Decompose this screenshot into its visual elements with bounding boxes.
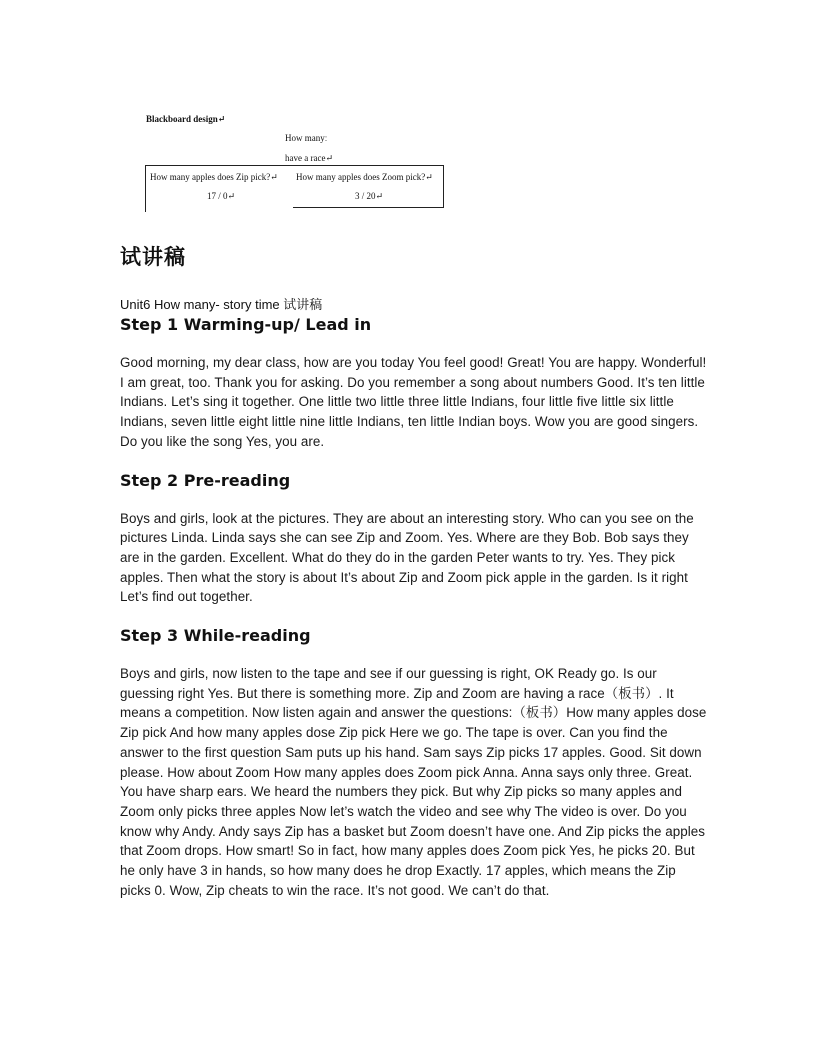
blackboard-question-zip: How many apples does Zip pick?↵ — [150, 172, 278, 182]
blackboard-bottom-border — [293, 207, 443, 208]
section-paragraph: Boys and girls, now listen to the tape and see if our guessing is right, OK Ready go. Is our guessing right Yes. But there is something more. Zip and Zoom are having a race（板书）. It means a competition. Now listen again and answer the questions:（板书）How many apples dose Zip pick And how many apples dose Zip pick Here we go. The tape is over. Can you find the answer to the first question Sam puts up his hand. Sam says Zip picks 17 apples. Good. Sit down please. How about Zoom How many apples does Zoom pick Anna. Anna says only three. Great. You have sharp ears. We heard the numbers they pick. But why Zip picks so many apples and Zoom only picks three apples Now let’s watch the video and see why The video is over. Do you know why Andy. Andy says Zip has a basket but Zoom doesn’t have one. And Zip picks the apples that Zoom drops. How smart! So in fact, how many apples does Zoom pick Yes, he picks 20. But he only have 3 in hands, so how many does he drop Exactly. 17 apples, which means the Zip picks 0. Wow, Zip cheats to win the race. It’s not good. We can’t do that. — [120, 666, 707, 898]
section-heading: Step 2 Pre-reading — [120, 470, 291, 490]
section-heading: Step 3 While-reading — [120, 626, 311, 646]
section-paragraph: Good morning, my dear class, how are you today You feel good! Great! You are happy. Wonderful! I am great, too. Thank you for asking. Do you remember a song about numbers Good. It’s ten little Indians. Let’s sing it together. One little two little three little Indians, four little five little six little Indians, seven little eight little nine little Indians, ten little Indian boys. Wow you are good singers. Do you like the song Yes, you are. — [120, 355, 707, 449]
blackboard-design-figure — [143, 110, 453, 220]
blackboard-question-zoom: How many apples does Zoom pick?↵ — [296, 172, 433, 182]
document-subtitle: Unit6 How many- story time 试讲稿 — [120, 297, 323, 312]
blackboard-left-border — [145, 165, 146, 212]
blackboard-answer-zoom: 3 / 20↵ — [355, 191, 384, 201]
section-heading: Step 1 Warming-up/ Lead in — [120, 315, 372, 334]
document-body — [120, 242, 710, 900]
document-title: 试讲稿 — [120, 245, 186, 269]
blackboard-answer-zip: 17 / 0↵ — [207, 191, 236, 201]
blackboard-subheading: have a race↵ — [285, 153, 334, 163]
blackboard-right-border — [443, 165, 444, 208]
blackboard-heading: How manyː — [285, 133, 328, 143]
blackboard-title: Blackboard design↵ — [146, 114, 226, 124]
blackboard-divider — [145, 165, 444, 166]
section-paragraph: Boys and girls, look at the pictures. They are about an interesting story. Who can you see on the pictures Linda. Linda says she can see Zip and Zoom. Yes. Where are they Bob. Bob says they are in the garden. Excellent. What do they do in the garden Peter wants to try. Yes. They pick apples. Then what the story is about It’s about Zip and Zoom pick apple in the garden. Is it right Let’s find out together. — [120, 510, 694, 605]
